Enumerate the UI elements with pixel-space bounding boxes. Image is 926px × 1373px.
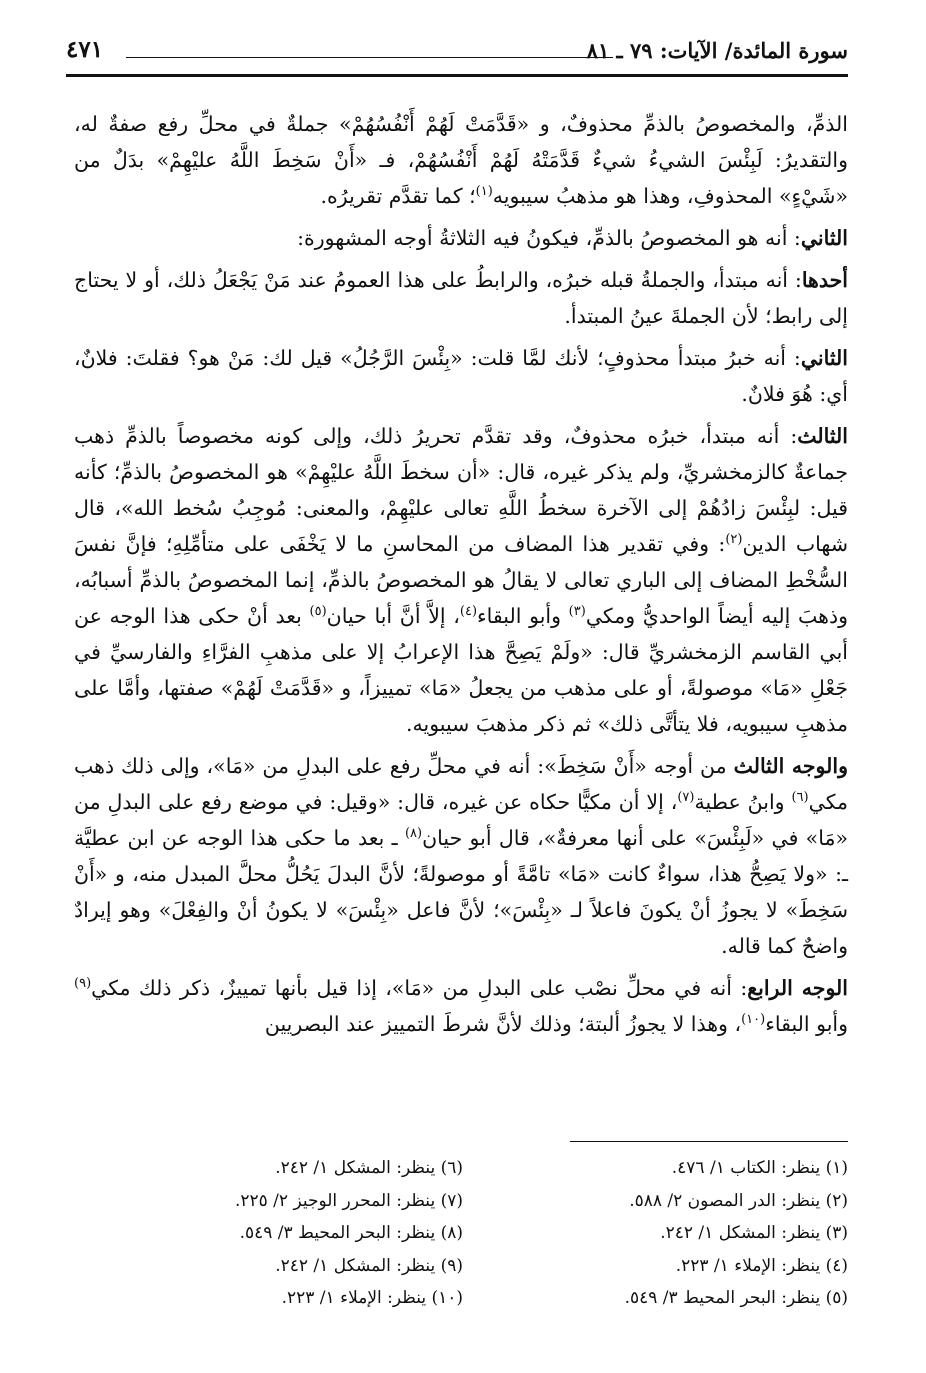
paragraph-lead: الوجه الرابع [747, 976, 848, 1000]
footnotes-left-column [78, 1152, 463, 1314]
text-run: ؛ كما تقدَّم تقريرُه. [320, 184, 476, 208]
footnote-ref-3: (٣) [568, 604, 586, 620]
footnote-ref-10: (١٠) [741, 1012, 766, 1028]
paragraph-7 [74, 970, 848, 1042]
text-run: من أوجه «أَنْ سَخِطَ»: أنه في محلِّ رفع على البدلِ من «مَا»، وإلى ذلك ذهب مكي [74, 754, 848, 814]
footnote-7: (٧) ينظر: المحرر الوجيز ٢/ ٢٢٥. [234, 1190, 463, 1211]
text-run: : أنه مبتدأ، والجملةُ قبله خبرُه، والرابطُ على هذا العمومُ عند مَنْ يَجْعَلُ ذلك، أو لا يحتاج إلى رابط؛ لأن الجملةَ عينُ المبتدأ. [74, 268, 848, 328]
paragraph-6 [74, 748, 848, 964]
text-run: : أنه في محلِّ نصْب على البدلِ من «مَا»، إذا قيل بأنها تمييزٌ، ذكر ذلك مكي [91, 976, 748, 1000]
text-run: وأبو البقاء [477, 604, 569, 628]
footnote-2: (٢) ينظر: الدر المصون ٢/ ٥٨٨. [629, 1190, 848, 1211]
footnote-10: (١٠) ينظر: الإملاء ١/ ٢٢٣. [281, 1288, 463, 1308]
text-run: ، إلاَّ أنَّ أبا حيان [326, 604, 460, 628]
paragraph-3 [74, 262, 848, 334]
footnote-ref-7: (٧) [677, 790, 695, 806]
paragraph-lead: الثالث [797, 424, 848, 448]
main-text [74, 106, 848, 1048]
footnote-ref-4: (٤) [459, 604, 478, 620]
paragraph-5 [74, 418, 848, 742]
text-run: بعد أنْ حكى هذا الوجه عن أبي القاسم الزمخشريِّ قال: «ولَمْ يَصِحَّ هذا الإعرابُ إلا على مذهبِ الفرَّاءِ والفارسيِّ في جَعْلِ «مَا» موصولةً، أو على مذهب من يجعلُ «مَا» تمييزاً، و «قَدَّمَتْ لَهُمْ» صفتها، وأمَّا على مذهبِ سيبويه، فلا يتأتَّى ذلك» ثم ذكر مذهبَ سيبويه. [74, 604, 848, 736]
paragraph-1 [74, 106, 848, 214]
paragraph-2 [74, 220, 848, 256]
footnote-separator [570, 1141, 848, 1142]
footnote-ref-2: (٢) [725, 532, 743, 548]
footnote-8: (٨) ينظر: البحر المحيط ٣/ ٥٤٩. [239, 1223, 463, 1243]
text-run: وأبو البقاء [765, 1012, 848, 1036]
text-run: : أنه مبتدأ، خبرُه محذوفٌ، وقد تقدَّم تحريرُ ذلك، وإلى كونه مخصوصاً بالذمِّ ذهب جماعةٌ كالزمخشريِّ، ولم يذكر غيره، قال: «أن سخطَ اللَّهُ عليْهِمْ» هو المخصوصُ بالذمِّ؛ كأنه قيل: لبِئْسَ زادُهُمْ إلى الآخرة سخطُ اللَّهِ تعالى عليْهِمْ، والمعنى: مُوجِبُ سُخط الله»، قال شهاب الدين [74, 424, 848, 556]
text-run: الذمِّ، والمخصوصُ بالذمِّ محذوفٌ، و «قَدَّمَتْ لَهُمْ أَنْفُسُهُمْ» جملةٌ في محلِّ رفع صفةٌ له، والتقديرُ: لَبِئْسَ الشيءُ شيءٌ قَدَّمَتْهُ لَهُمْ أَنْفُسُهُمْ، فـ «أَنْ سَخِطَ اللَّهُ عليْهِمْ» بدَلٌ من «شَيْءٍ» المحذوفِ، وهذا هو مذهبُ سيبويه [74, 112, 848, 208]
text-run: : أنه خبرُ مبتدأ محذوفٍ؛ لأنك لمَّا قلت: «بِئْسَ الرَّجُلُ» قيل لك: مَنْ هو؟ فقلتَ: فلانٌ، أي: هُوَ فلانٌ. [74, 346, 848, 406]
footnotes-right-column [463, 1152, 848, 1314]
text-run: : وفي تقدير هذا المضاف من المحاسنِ ما لا يَخْفَى على متأمِّلِهِ؛ فإنَّ نفسَ السُّخْطِ المضاف إلى الباري تعالى لا يقالُ هو المخصوصُ بالذمِّ، إنما المخصوصُ بالذمِّ أسبابُه، وذهبَ إليه أيضاً الواحديُّ ومكي [74, 532, 848, 628]
footnote-ref-5: (٥) [309, 604, 327, 620]
paragraph-lead: والوجه الثالث [733, 754, 848, 778]
text-run: ـ بعد ما حكى هذا الوجه عن ابن عطيَّة ـ: «ولا يَصِحُّ هذا، سواءٌ كانت «مَا» تامَّةً أو موصولةً؛ لأنَّ البدلَ يَحُلُّ محلَّ المبدل منه، و «أَنْ سَخِطَ» لا يجوزُ أنْ يكونَ فاعلاً لـ «بِئْسَ»؛ لأنَّ فاعل «بِئْسَ» لا يكونُ أنْ والفِعْلَ» وهو إيرادٌ واضحٌ كما قاله. [74, 826, 848, 958]
footnote-5: (٥) ينظر: البحر المحيط ٣/ ٥٤٩. [624, 1288, 848, 1308]
surah-title: سورة المائدة/ الآيات: ٧٩ ـ ٨١ [586, 38, 848, 63]
text-run: ، إلا أن مكيًّا حكاه عن غيره، قال: «وقيل: في موضع رفع على البدلِ من «مَا» في «لَبِئْسَ» على أنها معرفةٌ»، قال أبو حيان [74, 790, 848, 850]
text-run: وابنُ عطية [694, 790, 792, 814]
paragraph-lead: أحدها [801, 268, 848, 292]
footnote-9: (٩) ينظر: المشكل ١/ ٢٤٢. [275, 1255, 463, 1276]
running-header [66, 34, 848, 77]
footnote-1: (١) ينظر: الكتاب ١/ ٤٧٦. [671, 1158, 848, 1178]
page-number: ٤٧١ [66, 36, 104, 63]
footnote-4: (٤) ينظر: الإملاء ١/ ٢٢٣. [675, 1255, 848, 1276]
text-run: ، وهذا لا يجوزُ ألبتة؛ وذلك لأنَّ شرطَ التمييز عند البصريين [264, 1012, 742, 1036]
paragraph-4 [74, 340, 848, 412]
footnotes [78, 1152, 848, 1314]
footnote-3: (٣) ينظر: المشكل ١/ ٢٤٢. [660, 1223, 848, 1243]
footnote-ref-9: (٩) [74, 976, 92, 992]
footnote-ref-6: (٦) [791, 790, 809, 806]
paragraph-lead: الثاني [800, 346, 848, 370]
paragraph-lead: الثاني [800, 226, 848, 250]
footnote-ref-8: (٨) [404, 826, 423, 842]
footnote-ref-1: (١) [475, 184, 493, 200]
text-run: : أنه هو المخصوصُ بالذمِّ، فيكونُ فيه الثلاثةُ أوجه المشهورة: [297, 226, 801, 250]
footnote-6: (٦) ينظر: المشكل ١/ ٢٤٢. [275, 1158, 463, 1178]
header-rule [126, 57, 613, 58]
